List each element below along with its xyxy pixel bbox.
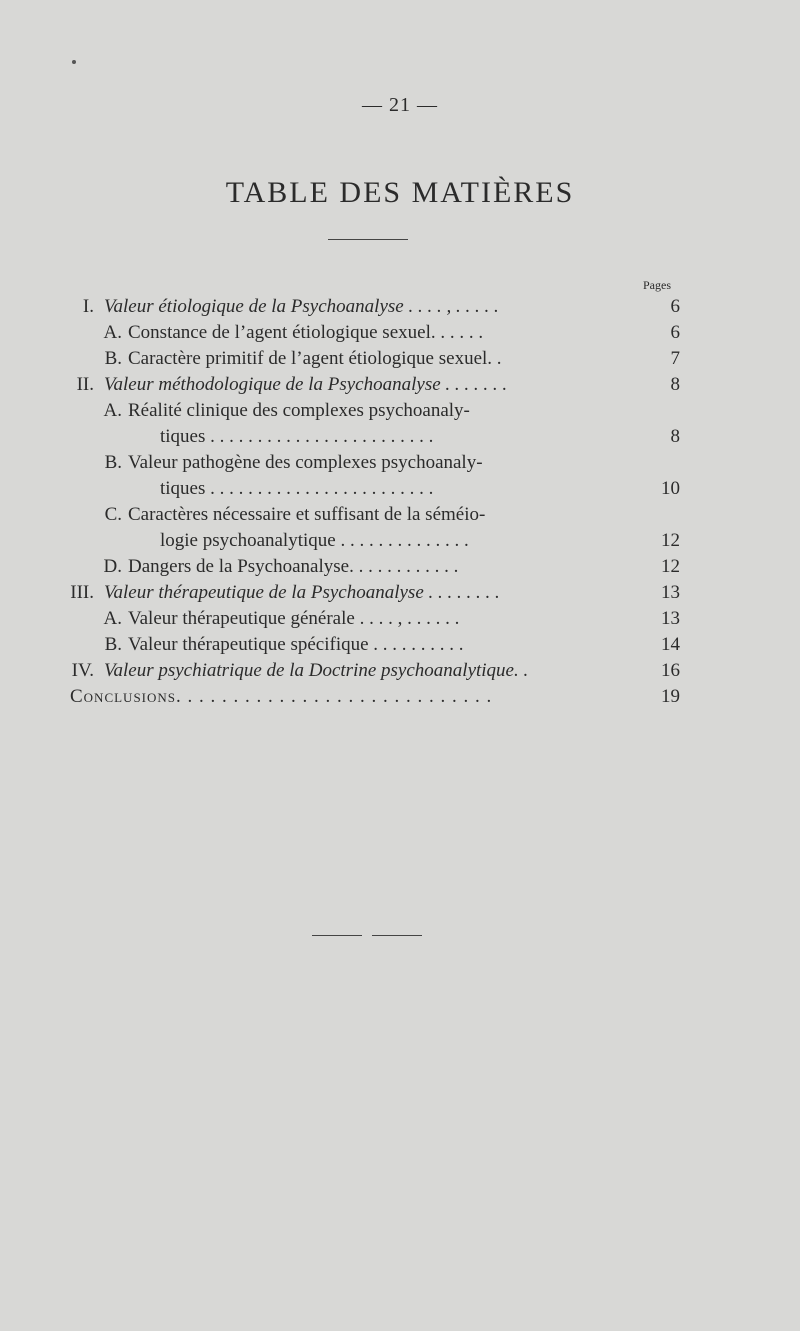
toc-entry (0, 424, 800, 450)
toc-entry-page: 13 (661, 608, 680, 629)
toc-entry-number: II. (76, 374, 94, 395)
toc-entry-page: 12 (661, 556, 680, 577)
toc-entry (0, 320, 800, 346)
toc-entry (0, 632, 800, 658)
toc-entry-text: Constance de l’agent étiologique sexuel. . . . . . (128, 322, 484, 343)
toc-entry-page: 6 (670, 296, 680, 317)
toc-entry-page: 10 (661, 478, 680, 499)
toc-entry-number: A. (103, 400, 122, 421)
toc-entry-page: 8 (670, 426, 680, 447)
toc-entry-page: 19 (661, 686, 680, 707)
toc-entry-text: Valeur pathogène des complexes psychoanaly- (128, 452, 483, 473)
toc-entry-number: C. (104, 504, 122, 525)
toc-entry (0, 294, 800, 320)
toc-entry (0, 658, 800, 684)
toc-entry-number: A. (103, 322, 122, 343)
ink-speck (72, 60, 76, 64)
toc-entry (0, 684, 800, 710)
toc-entry-page: 8 (670, 374, 680, 395)
toc-entry (0, 502, 800, 528)
closing-rule-right (372, 935, 422, 936)
toc-entry-text: Caractère primitif de l’agent étiologique sexuel. . (128, 348, 502, 369)
toc-entry (0, 606, 800, 632)
toc-entry-page: 14 (661, 634, 680, 655)
toc-entry (0, 554, 800, 580)
toc-entry-page: 6 (670, 322, 680, 343)
toc-entry-text: Caractères nécessaire et suffisant de la séméio- (128, 504, 486, 525)
toc-entry-number: B. (104, 634, 122, 655)
page-number: — 21 — (362, 94, 438, 116)
toc-entry-number: I. (82, 296, 94, 317)
toc-entry-number: D. (103, 556, 122, 577)
toc-entry-text: Réalité clinique des complexes psychoanaly- (128, 400, 470, 421)
toc-entry-page: 12 (661, 530, 680, 551)
closing-rule-left (312, 935, 362, 936)
toc-entry-page: 13 (661, 582, 680, 603)
toc-entry (0, 398, 800, 424)
toc-entry-text: Conclusions. . . . . . . . . . . . . . . . . . . . . . . . . . . . (70, 686, 493, 707)
title-divider (328, 239, 408, 240)
toc-entry (0, 450, 800, 476)
toc-entry (0, 372, 800, 398)
toc-entry-text: tiques . . . . . . . . . . . . . . . . . . . . . . . . (160, 478, 434, 499)
toc-entry-text: Valeur psychiatrique de la Doctrine psychoanalytique. . (104, 660, 529, 681)
toc-entry (0, 476, 800, 502)
toc-entry-text: Valeur étiologique de la Psychoanalyse . . . . , . . . . . (104, 296, 499, 317)
toc-entry-number: B. (104, 452, 122, 473)
toc-entry-number: III. (70, 582, 94, 603)
toc-entry-text: tiques . . . . . . . . . . . . . . . . . . . . . . . . (160, 426, 434, 447)
toc-entry-text: Valeur thérapeutique générale . . . . , . . . . . . (128, 608, 460, 629)
toc-entry-number: B. (104, 348, 122, 369)
toc-entry (0, 580, 800, 606)
toc-entry (0, 528, 800, 554)
toc-entry-text: Valeur thérapeutique spécifique . . . . . . . . . . (128, 634, 464, 655)
toc-entry-page: 7 (670, 348, 680, 369)
page-title: TABLE DES MATIÈRES (225, 176, 575, 209)
toc-entry-text: Dangers de la Psychoanalyse. . . . . . . . . . . . (128, 556, 459, 577)
toc-entry-text: Valeur méthodologique de la Psychoanalyse . . . . . . . (104, 374, 508, 395)
pages-column-label: Pages (643, 278, 671, 292)
toc-entry-text: logie psychoanalytique . . . . . . . . . . . . . . (160, 530, 469, 551)
toc-entry-number: IV. (71, 660, 94, 681)
toc-entry-number: A. (103, 608, 122, 629)
toc-entry (0, 346, 800, 372)
toc-entry-page: 16 (661, 660, 680, 681)
toc-entry-text: Valeur thérapeutique de la Psychoanalyse . . . . . . . . (104, 582, 500, 603)
